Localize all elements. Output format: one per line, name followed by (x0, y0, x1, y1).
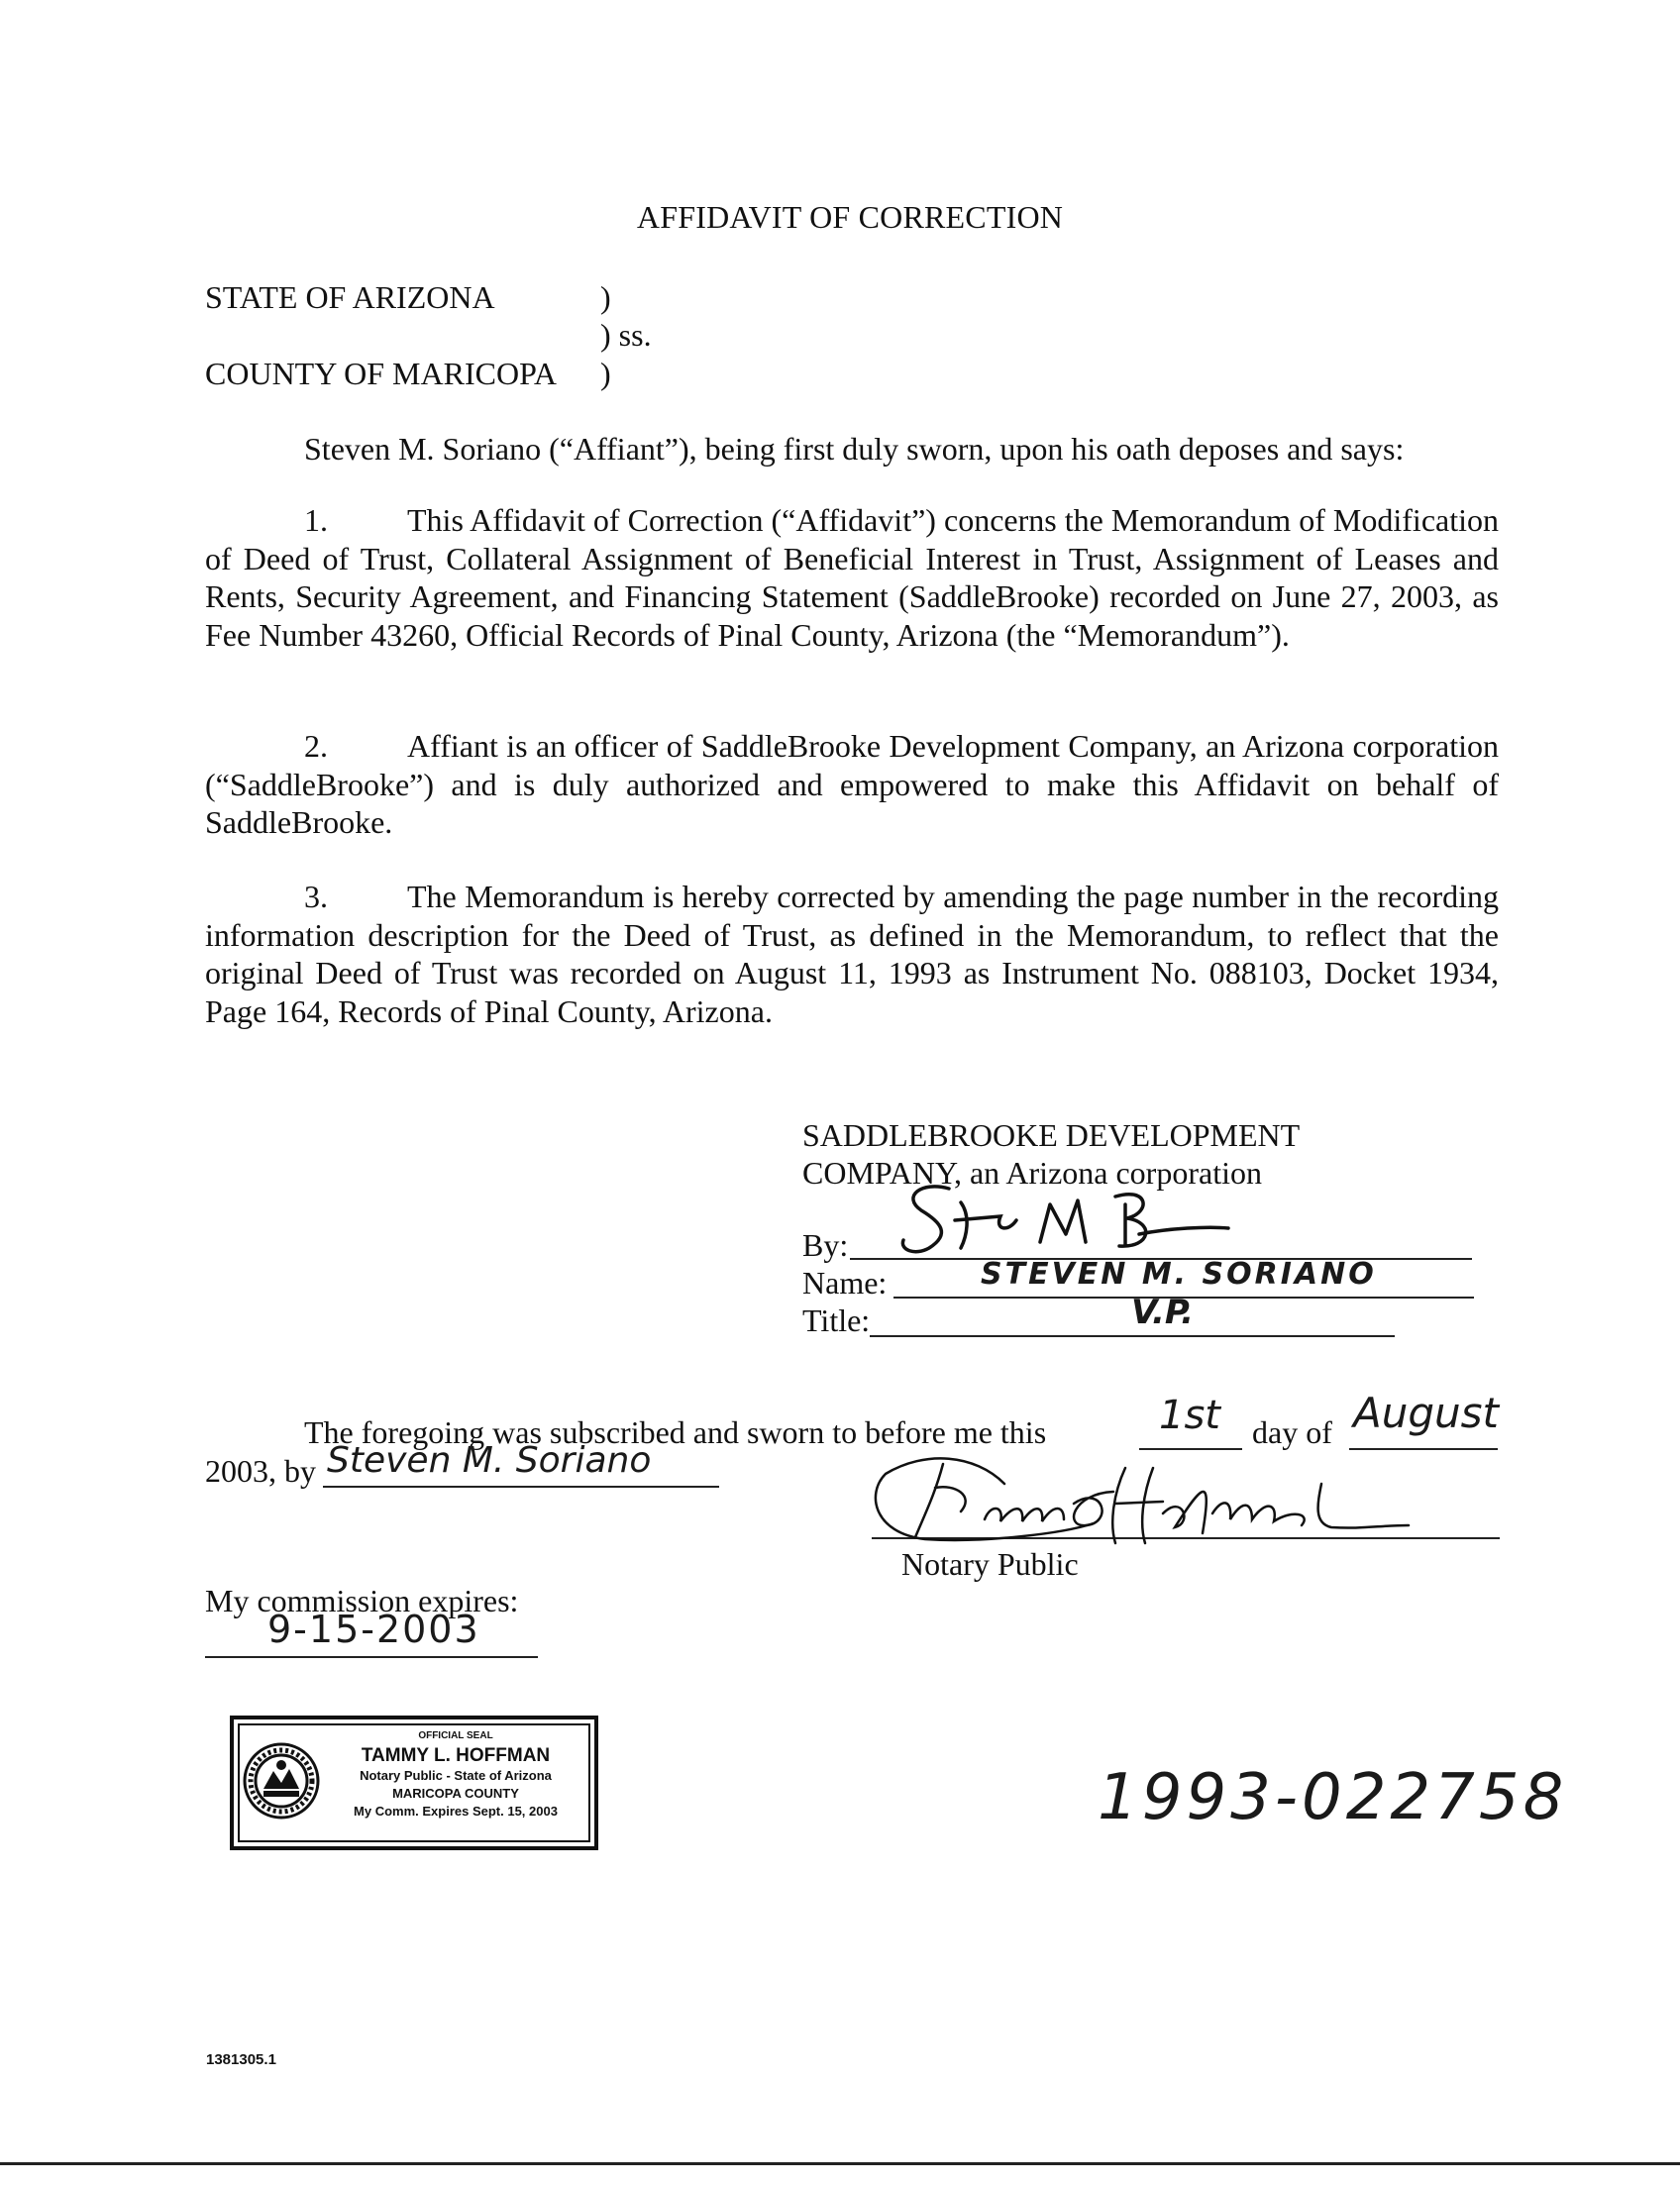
company-name-line1: SADDLEBROOKE DEVELOPMENT (802, 1117, 1301, 1153)
seal-line: OFFICIAL SEAL (418, 1730, 493, 1741)
paragraph-2 (205, 727, 1499, 842)
affiant-signature (892, 1177, 1238, 1262)
title-value: V.P. (1131, 1293, 1195, 1332)
title-label: Title: (802, 1302, 871, 1338)
name-label: Name: (802, 1265, 888, 1301)
document-id: 1381305.1 (206, 2051, 276, 2068)
commission-label: My commission expires: (205, 1583, 519, 1618)
day-of-label: day of (1252, 1414, 1332, 1450)
state-seal-icon (242, 1741, 321, 1821)
paragraph-number: 1. (304, 502, 328, 538)
notary-public-label: Notary Public (901, 1546, 1079, 1582)
paragraph-number: 3. (304, 879, 328, 914)
venue-ss: ) ss. (600, 317, 652, 353)
intro-statement: Steven M. Soriano (“Affiant”), being first duly sworn, upon his oath deposes and says: (304, 431, 1405, 467)
by-label: By: (802, 1227, 849, 1263)
paragraph-3 (205, 878, 1499, 1030)
notary-seal (230, 1716, 598, 1850)
page-bottom-rule (0, 2162, 1680, 2165)
jurat-by-line (323, 1486, 719, 1488)
seal-line: Notary Public - State of Arizona (360, 1768, 552, 1783)
venue-state: STATE OF ARIZONA (205, 279, 495, 315)
paragraph-1 (205, 501, 1499, 654)
paragraph-text: Affiant is an officer of SaddleBrooke Development Company, an Arizona corporation (“SaddleBrooke”) and is duly authorized and empowered to make this Affidavit on behalf of SaddleBrooke. (205, 728, 1499, 840)
jurat-by-value: Steven M. Soriano (327, 1440, 652, 1481)
venue-paren: ) (600, 279, 611, 315)
name-value: STEVEN M. SORIANO (981, 1257, 1377, 1292)
title-line (870, 1335, 1395, 1337)
paragraph-text: This Affidavit of Correction (“Affidavit”) concerns the Memorandum of Modification of Deed of Trust, Collateral Assignment of Beneficial Interest in Trust, Assignment of Leases and Rents, Security Agreement, and Financing Statement (SaddleBrooke) recorded on June 27, 2003, as Fee Number 43260, Official Records of Pinal County, Arizona (the “Memorandum”). (205, 502, 1499, 653)
company-name-line2: COMPANY, an Arizona corporation (802, 1155, 1262, 1191)
venue-paren: ) (600, 356, 611, 391)
month-value: August (1353, 1389, 1499, 1437)
commission-value: 9-15-2003 (267, 1608, 480, 1651)
day-value: 1st (1159, 1393, 1220, 1438)
paragraph-number: 2. (304, 728, 328, 764)
handwritten-recording-number: 1993-022758 (1098, 1761, 1568, 1834)
seal-line: TAMMY L. HOFFMAN (361, 1745, 551, 1766)
commission-line (205, 1656, 538, 1658)
seal-line: My Comm. Expires Sept. 15, 2003 (354, 1804, 558, 1819)
jurat-text: The foregoing was subscribed and sworn to before me this (304, 1414, 1047, 1450)
venue-county: COUNTY OF MARICOPA (205, 356, 558, 391)
seal-line: MARICOPA COUNTY (392, 1786, 519, 1801)
document-title: AFFIDAVIT OF CORRECTION (636, 199, 1064, 235)
jurat-by-label: 2003, by (205, 1453, 316, 1489)
paragraph-text: The Memorandum is hereby corrected by amending the page number in the recording information description for the Deed of Trust, as defined in the Memorandum, to reflect that the original Deed of Trust was recorded on August 11, 1993 as Instrument No. 088103, Docket 1934, Page 164, Records of Pinal County, Arizona. (205, 879, 1499, 1029)
